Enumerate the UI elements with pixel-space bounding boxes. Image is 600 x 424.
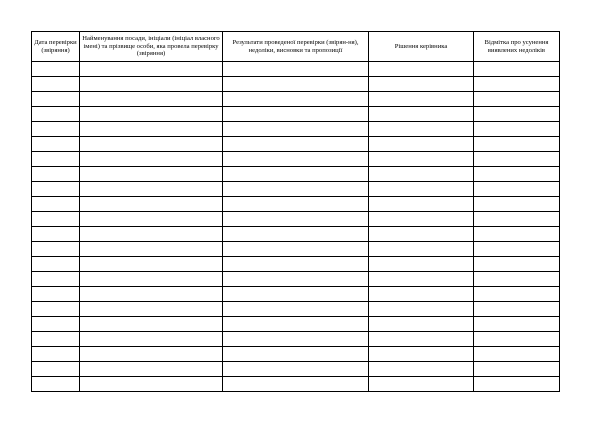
table-body — [32, 62, 560, 392]
table-cell[interactable] — [80, 272, 223, 287]
table-row — [32, 377, 560, 392]
table-cell[interactable] — [80, 347, 223, 362]
table-cell[interactable] — [369, 122, 474, 137]
table-cell[interactable] — [32, 242, 80, 257]
table-cell[interactable] — [369, 107, 474, 122]
table-cell[interactable] — [223, 122, 369, 137]
table-cell[interactable] — [80, 377, 223, 392]
table-cell[interactable] — [369, 347, 474, 362]
table-cell[interactable] — [474, 197, 560, 212]
table-cell[interactable] — [80, 302, 223, 317]
table-cell[interactable] — [474, 122, 560, 137]
table-cell[interactable] — [223, 107, 369, 122]
table-cell[interactable] — [80, 242, 223, 257]
table-cell[interactable] — [80, 167, 223, 182]
table-cell[interactable] — [369, 317, 474, 332]
table-cell[interactable] — [474, 62, 560, 77]
table-cell[interactable] — [80, 197, 223, 212]
table-cell[interactable] — [474, 257, 560, 272]
table-cell[interactable] — [223, 62, 369, 77]
table-row — [32, 347, 560, 362]
table-row — [32, 302, 560, 317]
table-cell[interactable] — [80, 332, 223, 347]
header-date: Дата перевірки (звіряння) — [32, 32, 80, 62]
table-cell[interactable] — [80, 137, 223, 152]
table-cell[interactable] — [223, 257, 369, 272]
table-cell[interactable] — [223, 197, 369, 212]
table-cell[interactable] — [80, 107, 223, 122]
table-cell[interactable] — [369, 62, 474, 77]
table-cell[interactable] — [223, 167, 369, 182]
table-cell[interactable] — [474, 107, 560, 122]
table-cell[interactable] — [223, 362, 369, 377]
table-row — [32, 62, 560, 77]
table-cell[interactable] — [474, 302, 560, 317]
table-cell[interactable] — [32, 302, 80, 317]
table-cell[interactable] — [369, 92, 474, 107]
header-inspector: Найменування посади, ініціали (ініціал власного імені) та прізвище особи, яка провела перевірку (звіряння) — [80, 32, 223, 62]
table-cell[interactable] — [223, 182, 369, 197]
table-cell[interactable] — [223, 302, 369, 317]
table-cell[interactable] — [369, 362, 474, 377]
table-row — [32, 197, 560, 212]
table-row — [32, 167, 560, 182]
header-results: Результати проведеної перевірки (звірян-ня), недоліки, висновки та пропозиції — [223, 32, 369, 62]
table-cell[interactable] — [474, 377, 560, 392]
table-cell[interactable] — [369, 332, 474, 347]
table-cell[interactable] — [32, 137, 80, 152]
table-cell[interactable] — [32, 167, 80, 182]
header-decision: Рішення керівника — [369, 32, 474, 62]
table-cell[interactable] — [80, 152, 223, 167]
table-cell[interactable] — [474, 152, 560, 167]
table-cell[interactable] — [369, 227, 474, 242]
table-cell[interactable] — [223, 332, 369, 347]
table-cell[interactable] — [474, 242, 560, 257]
table-cell[interactable] — [369, 212, 474, 227]
table-row — [32, 362, 560, 377]
table-cell[interactable] — [32, 317, 80, 332]
table-cell[interactable] — [369, 182, 474, 197]
table-cell[interactable] — [80, 362, 223, 377]
header-row — [32, 32, 560, 62]
table-cell[interactable] — [32, 197, 80, 212]
table-cell[interactable] — [80, 227, 223, 242]
table-cell[interactable] — [32, 77, 80, 92]
table-cell[interactable] — [369, 287, 474, 302]
table-cell[interactable] — [32, 227, 80, 242]
table-cell[interactable] — [223, 242, 369, 257]
table-cell[interactable] — [223, 317, 369, 332]
table-cell[interactable] — [80, 62, 223, 77]
table-cell[interactable] — [474, 137, 560, 152]
table-row — [32, 287, 560, 302]
table-cell[interactable] — [369, 137, 474, 152]
table-cell[interactable] — [32, 272, 80, 287]
table-cell[interactable] — [369, 77, 474, 92]
table-cell[interactable] — [32, 287, 80, 302]
table-row — [32, 152, 560, 167]
table-cell[interactable] — [474, 92, 560, 107]
table-row — [32, 242, 560, 257]
table-cell[interactable] — [32, 347, 80, 362]
table-cell[interactable] — [223, 347, 369, 362]
table-cell[interactable] — [80, 122, 223, 137]
table-cell[interactable] — [474, 332, 560, 347]
table-cell[interactable] — [474, 212, 560, 227]
table-cell[interactable] — [223, 212, 369, 227]
table-cell[interactable] — [474, 287, 560, 302]
table-cell[interactable] — [32, 332, 80, 347]
table-cell[interactable] — [32, 377, 80, 392]
table-cell[interactable] — [369, 152, 474, 167]
table-cell[interactable] — [369, 197, 474, 212]
table-cell[interactable] — [474, 77, 560, 92]
inspection-log-table — [31, 31, 560, 392]
table-cell[interactable] — [223, 287, 369, 302]
table-cell[interactable] — [223, 92, 369, 107]
table-row — [32, 77, 560, 92]
table-cell[interactable] — [474, 317, 560, 332]
table-cell[interactable] — [80, 287, 223, 302]
table-cell[interactable] — [369, 377, 474, 392]
table-cell[interactable] — [369, 272, 474, 287]
table-row — [32, 227, 560, 242]
table-cell[interactable] — [474, 167, 560, 182]
table-cell[interactable] — [223, 272, 369, 287]
table-cell[interactable] — [80, 317, 223, 332]
table-row — [32, 92, 560, 107]
table-row — [32, 182, 560, 197]
table-cell[interactable] — [32, 152, 80, 167]
table-cell[interactable] — [32, 107, 80, 122]
table-cell[interactable] — [223, 227, 369, 242]
table-cell[interactable] — [32, 212, 80, 227]
table-cell[interactable] — [474, 182, 560, 197]
table-cell[interactable] — [32, 362, 80, 377]
table-cell[interactable] — [369, 167, 474, 182]
table-cell[interactable] — [474, 362, 560, 377]
table-cell[interactable] — [32, 62, 80, 77]
table-row — [32, 317, 560, 332]
table-header — [32, 32, 560, 62]
table-cell[interactable] — [80, 182, 223, 197]
table-cell[interactable] — [369, 257, 474, 272]
table-cell[interactable] — [80, 257, 223, 272]
table-row — [32, 137, 560, 152]
table-cell[interactable] — [223, 377, 369, 392]
table-cell[interactable] — [32, 122, 80, 137]
table-cell[interactable] — [223, 77, 369, 92]
table-row — [32, 107, 560, 122]
table-cell[interactable] — [32, 257, 80, 272]
table-cell[interactable] — [474, 272, 560, 287]
table-row — [32, 122, 560, 137]
table-row — [32, 257, 560, 272]
header-remediation-mark: Відмітка про усунення виявлених недоліків — [474, 32, 560, 62]
table-cell[interactable] — [474, 227, 560, 242]
table-cell[interactable] — [223, 152, 369, 167]
table-cell[interactable] — [80, 92, 223, 107]
table-cell[interactable] — [80, 212, 223, 227]
table-cell[interactable] — [474, 347, 560, 362]
table-row — [32, 332, 560, 347]
table-cell[interactable] — [223, 137, 369, 152]
table-row — [32, 272, 560, 287]
table-cell[interactable] — [32, 182, 80, 197]
table-cell[interactable] — [32, 92, 80, 107]
table-cell[interactable] — [80, 77, 223, 92]
table-cell[interactable] — [369, 242, 474, 257]
table-cell[interactable] — [369, 302, 474, 317]
table-row — [32, 212, 560, 227]
